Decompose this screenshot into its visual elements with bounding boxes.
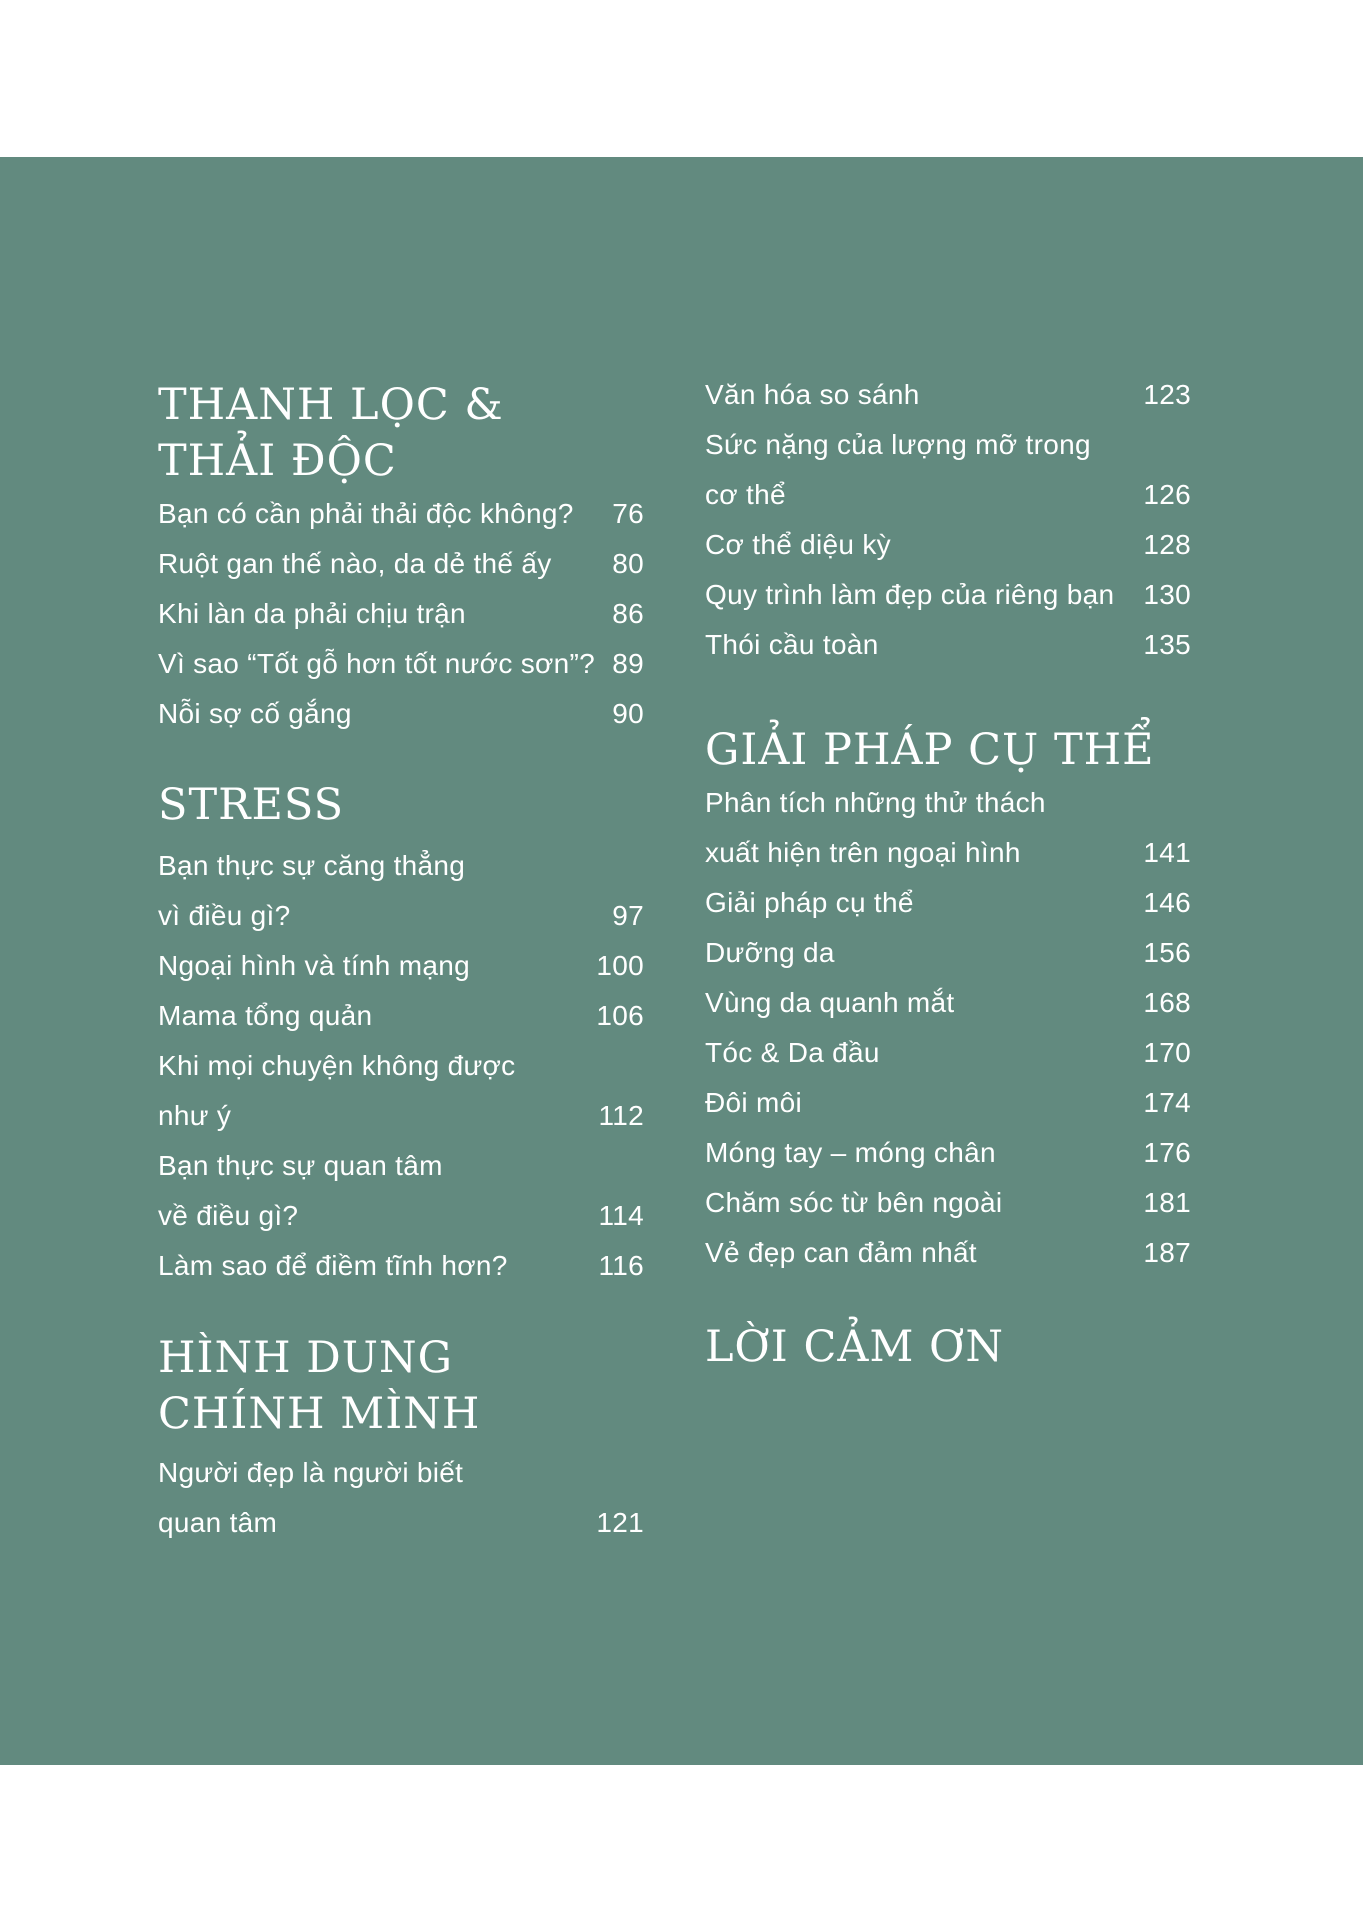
entry-title: về điều gì? — [158, 1200, 299, 1231]
entry-title: quan tâm — [158, 1507, 278, 1538]
toc-entry[interactable] — [705, 420, 1191, 520]
entry-list — [705, 370, 1191, 670]
entry-list — [158, 489, 644, 739]
entry-page-number: 141 — [1143, 837, 1191, 868]
toc-entry[interactable] — [158, 689, 644, 739]
entry-page-number: 123 — [1143, 379, 1191, 410]
entry-page-number: 86 — [612, 598, 644, 629]
entry-title: Móng tay – móng chân — [705, 1137, 996, 1168]
entry-page-number: 176 — [1143, 1137, 1191, 1168]
entry-page-number: 174 — [1143, 1087, 1191, 1118]
entry-title: xuất hiện trên ngoại hình — [705, 837, 1021, 868]
entry-page-number: 170 — [1143, 1037, 1191, 1068]
entry-title: Chăm sóc từ bên ngoài — [705, 1187, 1003, 1218]
entry-title-line: Phân tích những thử thách — [705, 787, 1046, 818]
heading-line: THANH LỌC & — [158, 380, 504, 430]
toc-entry[interactable] — [158, 1448, 644, 1548]
toc-entry[interactable] — [158, 489, 644, 539]
toc-section-stress — [158, 777, 644, 1291]
heading-line: THẢI ĐỘC — [158, 436, 397, 486]
section-heading-detox — [158, 377, 644, 489]
toc-entry[interactable] — [158, 589, 644, 639]
entry-page-number: 187 — [1143, 1237, 1191, 1268]
entry-page-number: 121 — [596, 1507, 644, 1538]
entry-title: Thói cầu toàn — [705, 629, 879, 660]
entry-page-number: 114 — [598, 1200, 644, 1231]
entry-title: Vẻ đẹp can đảm nhất — [705, 1237, 977, 1268]
entry-page-number: 116 — [598, 1250, 644, 1281]
toc-entry[interactable] — [158, 539, 644, 589]
entry-title-line: Người đẹp là người biết — [158, 1457, 464, 1488]
entry-title: Dưỡng da — [705, 937, 835, 968]
toc-entry[interactable] — [705, 1228, 1191, 1278]
entry-title: Ruột gan thế nào, da dẻ thế ấy — [158, 548, 552, 579]
entry-title: Mama tổng quản — [158, 1000, 373, 1031]
toc-entry[interactable] — [705, 978, 1191, 1028]
toc-section-continued — [705, 370, 1191, 670]
entry-title-line: Khi mọi chuyện không được — [158, 1050, 516, 1081]
entry-list — [158, 841, 644, 1291]
toc-section-self-image — [158, 1330, 644, 1548]
entry-page-number: 181 — [1143, 1187, 1191, 1218]
toc-entry[interactable] — [158, 991, 644, 1041]
section-heading-solutions: GIẢI PHÁP CỤ THỂ — [705, 725, 1155, 775]
entry-title: Vùng da quanh mắt — [705, 987, 955, 1018]
toc-entry[interactable] — [158, 639, 644, 689]
entry-title: Quy trình làm đẹp của riêng bạn — [705, 579, 1115, 610]
entry-list — [158, 1448, 644, 1548]
toc-entry[interactable] — [158, 941, 644, 991]
heading-line: HÌNH DUNG — [158, 1333, 453, 1383]
entry-title: Làm sao để điềm tĩnh hơn? — [158, 1250, 508, 1281]
entry-title: vì điều gì? — [158, 900, 291, 931]
heading-line: CHÍNH MÌNH — [158, 1389, 481, 1439]
entry-title: Đôi môi — [705, 1087, 803, 1118]
entry-title: Cơ thể diệu kỳ — [705, 529, 891, 560]
entry-title: Vì sao “Tốt gỗ hơn tốt nước sơn”? — [158, 648, 596, 679]
section-heading-stress: STRESS — [158, 780, 345, 830]
entry-list — [705, 778, 1191, 1278]
entry-page-number: 168 — [1143, 987, 1191, 1018]
entry-page-number: 97 — [612, 900, 644, 931]
entry-page-number: 135 — [1143, 629, 1191, 660]
entry-title: cơ thể — [705, 479, 786, 510]
entry-page-number: 80 — [612, 548, 644, 579]
entry-title: như ý — [158, 1100, 232, 1131]
entry-title-line: Bạn thực sự quan tâm — [158, 1150, 443, 1181]
entry-page-number: 89 — [612, 648, 644, 679]
toc-entry[interactable] — [705, 1028, 1191, 1078]
entry-page-number: 90 — [612, 698, 644, 729]
entry-title: Giải pháp cụ thể — [705, 887, 914, 918]
entry-page-number: 100 — [596, 950, 644, 981]
toc-entry[interactable] — [705, 370, 1191, 420]
entry-title: Khi làn da phải chịu trận — [158, 598, 466, 629]
entry-title-line: Bạn thực sự căng thẳng — [158, 850, 466, 881]
toc-section-detox — [158, 377, 644, 739]
toc-entry[interactable] — [705, 878, 1191, 928]
toc-entry[interactable] — [705, 1128, 1191, 1178]
entry-title: Bạn có cần phải thải độc không? — [158, 498, 574, 529]
entry-title: Nỗi sợ cố gắng — [158, 698, 352, 729]
section-heading-self-image — [158, 1330, 644, 1442]
entry-page-number: 128 — [1143, 529, 1191, 560]
toc-section-solutions — [705, 722, 1191, 1278]
toc-entry[interactable] — [705, 620, 1191, 670]
toc-entry[interactable] — [705, 928, 1191, 978]
entry-page-number: 156 — [1143, 937, 1191, 968]
entry-page-number: 112 — [598, 1100, 644, 1131]
toc-entry[interactable] — [705, 778, 1191, 878]
toc-entry[interactable] — [705, 1078, 1191, 1128]
toc-entry[interactable] — [158, 1041, 644, 1141]
toc-section-acknowledgements — [705, 1319, 1191, 1375]
entry-page-number: 146 — [1143, 887, 1191, 918]
toc-entry[interactable] — [705, 520, 1191, 570]
toc-entry[interactable] — [158, 1141, 644, 1241]
entry-page-number: 106 — [596, 1000, 644, 1031]
toc-entry[interactable] — [158, 841, 644, 941]
entry-title: Văn hóa so sánh — [705, 379, 920, 410]
entry-page-number: 126 — [1143, 479, 1191, 510]
entry-page-number: 130 — [1143, 579, 1191, 610]
section-heading-acknowledgements[interactable]: LỜI CẢM ƠN — [705, 1322, 1004, 1372]
toc-entry[interactable] — [158, 1241, 644, 1291]
entry-title: Ngoại hình và tính mạng — [158, 950, 470, 981]
toc-entry[interactable] — [705, 570, 1191, 620]
toc-entry[interactable] — [705, 1178, 1191, 1228]
entry-title: Tóc & Da đầu — [705, 1037, 880, 1068]
toc-panel — [0, 157, 1363, 1765]
entry-title-line: Sức nặng của lượng mỡ trong — [705, 429, 1091, 460]
entry-page-number: 76 — [612, 498, 644, 529]
